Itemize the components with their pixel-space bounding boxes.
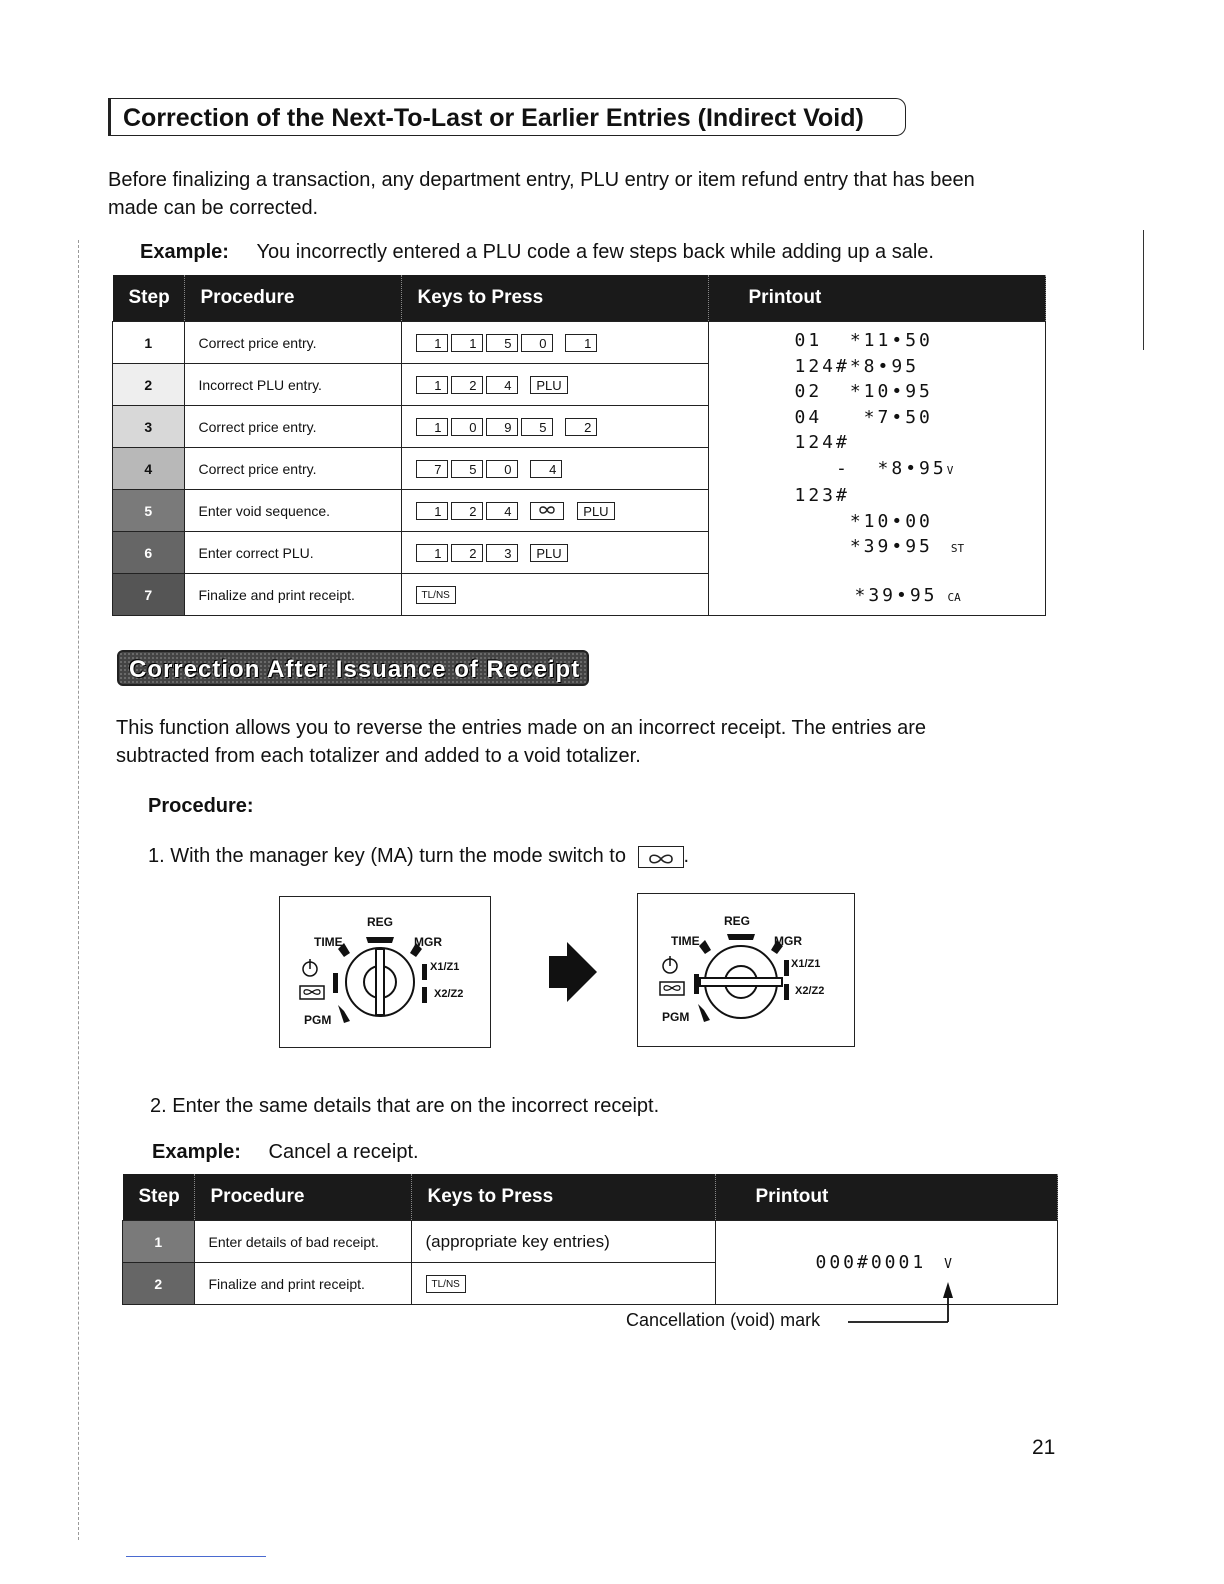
keys-cell [411,1263,715,1305]
dial-label-pgm: PGM [662,1010,690,1024]
key: 5 [451,460,483,478]
key: 2 [451,502,483,520]
step-number: 6 [113,532,185,574]
key: 0 [486,460,518,478]
printout-line: 01 *11•50 [794,330,933,351]
dial-label-x2z2: X2/Z2 [795,985,825,997]
example-text: You incorrectly entered a PLU code a few steps back while adding up a sale. [256,241,934,263]
procedure-cell: Finalize and print receipt. [184,574,401,616]
cash-mark: CA [947,590,961,604]
printout-line: 02 *10•95 [794,381,933,402]
subtotal-mark: ST [950,542,965,555]
mode-switch-void-position [637,893,855,1047]
example-text: Cancel a receipt. [268,1141,419,1163]
procedure-cell: Enter details of bad receipt. [194,1221,411,1263]
plu-key: PLU [530,544,567,562]
section2-intro: This function allows you to reverse the entries made on an incorrect receipt. The entries are subtracted from each totalizer and added to a void totalizer. [116,717,927,767]
plu-key: PLU [577,502,614,520]
keys-cell [401,532,708,574]
printout-line: 000#0001 [815,1251,927,1273]
section1-intro: Before finalizing a transaction, any department entry, PLU entry or item refund entry that has been made can be corrected. [108,169,975,219]
keys-cell [401,574,708,616]
dial-label-x2z2: X2/Z2 [434,988,464,1000]
step-number: 5 [113,490,185,532]
key: 1 [416,334,448,352]
dial-label-mgr: MGR [774,934,802,948]
step-number: 4 [113,448,185,490]
void-mark: V [946,463,954,477]
dial-label-time: TIME [671,934,700,948]
tlns-key: TL/NS [426,1275,466,1293]
key: 1 [451,334,483,352]
printout-line: *39•95 ST [794,536,965,557]
keys-cell [401,322,708,364]
printout-line: 124#*8•95 [794,355,920,377]
printout-line: 124# [794,432,850,453]
header-procedure: Procedure [194,1174,411,1221]
void-key-icon [530,502,564,520]
key: 1 [416,418,448,436]
step-number: 3 [113,406,185,448]
void-mark-pointer-arrow [848,1278,958,1328]
table-row [113,322,1046,364]
procedure-step-2: 2. Enter the same details that are on the incorrect receipt. [150,1095,660,1117]
printout-line: 123# [794,485,850,506]
step-number: 2 [123,1263,195,1305]
dial-label-mgr: MGR [414,935,442,949]
dial-label-reg: REG [724,914,751,928]
mode-switch-reg-position [279,896,491,1048]
key: 5 [486,334,518,352]
tlns-key: TL/NS [416,586,456,604]
header-keys: Keys to Press [401,275,708,322]
key: 0 [521,334,553,352]
printout-line: 04 *7•50 [794,406,933,428]
table-row [123,1221,1058,1263]
key: 2 [451,376,483,394]
example-label: Example: [152,1141,241,1163]
section-title-indirect-void: Correction of the Next-To-Last or Earlier Entries (Indirect Void) [108,98,906,136]
page-number: 21 [1032,1436,1056,1459]
key: 4 [530,460,562,478]
header-printout: Printout [715,1174,1058,1221]
printout-line-final: *39•95 CA [854,584,961,606]
keys-cell: (appropriate key entries) [411,1221,715,1263]
dial-label-time: TIME [314,935,343,949]
void-mark-caption: Cancellation (void) mark [626,1310,821,1330]
printout-lines [795,328,1046,610]
key: 0 [451,418,483,436]
key: 1 [565,334,597,352]
void-mark: V [944,1256,952,1272]
printout-line: *10•00 [794,510,933,532]
printout-cell [708,322,1046,616]
key: 1 [416,544,448,562]
keys-cell [401,490,708,532]
procedure-step-1: 1. With the manager key (MA) turn the mode switch to . [148,845,690,867]
key: 2 [565,418,597,436]
header-printout: Printout [708,275,1046,322]
procedure-cell: Incorrect PLU entry. [184,364,401,406]
step-number: 1 [113,322,185,364]
keys-cell [401,448,708,490]
key: 3 [486,544,518,562]
left-margin-line [78,240,80,1540]
procedure-cell: Correct price entry. [184,406,401,448]
key: 7 [416,460,448,478]
dial-label-pgm: PGM [304,1013,332,1027]
key: 1 [416,502,448,520]
key: 9 [486,418,518,436]
procedure-cell: Enter void sequence. [184,490,401,532]
key: 2 [451,544,483,562]
dial-label-reg: REG [367,915,394,929]
section-banner-after-receipt: Correction After Issuance of Receipt [117,650,589,686]
step-number: 7 [113,574,185,616]
step-number: 1 [123,1221,195,1263]
printout-line: - *8•95V [794,457,954,479]
footer-rule [126,1556,266,1557]
header-keys: Keys to Press [411,1174,715,1221]
example-label: Example: [140,241,229,263]
header-step: Step [113,275,185,322]
procedure-cell: Correct price entry. [184,448,401,490]
procedure-cell: Enter correct PLU. [184,532,401,574]
key: 1 [416,376,448,394]
right-arrow-icon [545,940,599,1004]
example-row-2 [152,1138,419,1166]
keys-cell [401,406,708,448]
dial-label-x1z1: X1/Z1 [791,958,821,970]
procedure-label: Procedure: [148,795,254,817]
keys-cell [401,364,708,406]
void-mode-icon [638,846,684,868]
steps-table-1 [112,275,1046,616]
procedure-cell: Finalize and print receipt. [194,1263,411,1305]
key: 4 [486,376,518,394]
header-step: Step [123,1174,195,1221]
step-number: 2 [113,364,185,406]
right-margin-line [1143,230,1144,350]
key: 4 [486,502,518,520]
procedure-cell: Correct price entry. [184,322,401,364]
key: 5 [521,418,553,436]
dial-label-x1z1: X1/Z1 [430,961,460,973]
plu-key: PLU [530,376,567,394]
example-row-1 [140,238,934,266]
header-procedure: Procedure [184,275,401,322]
